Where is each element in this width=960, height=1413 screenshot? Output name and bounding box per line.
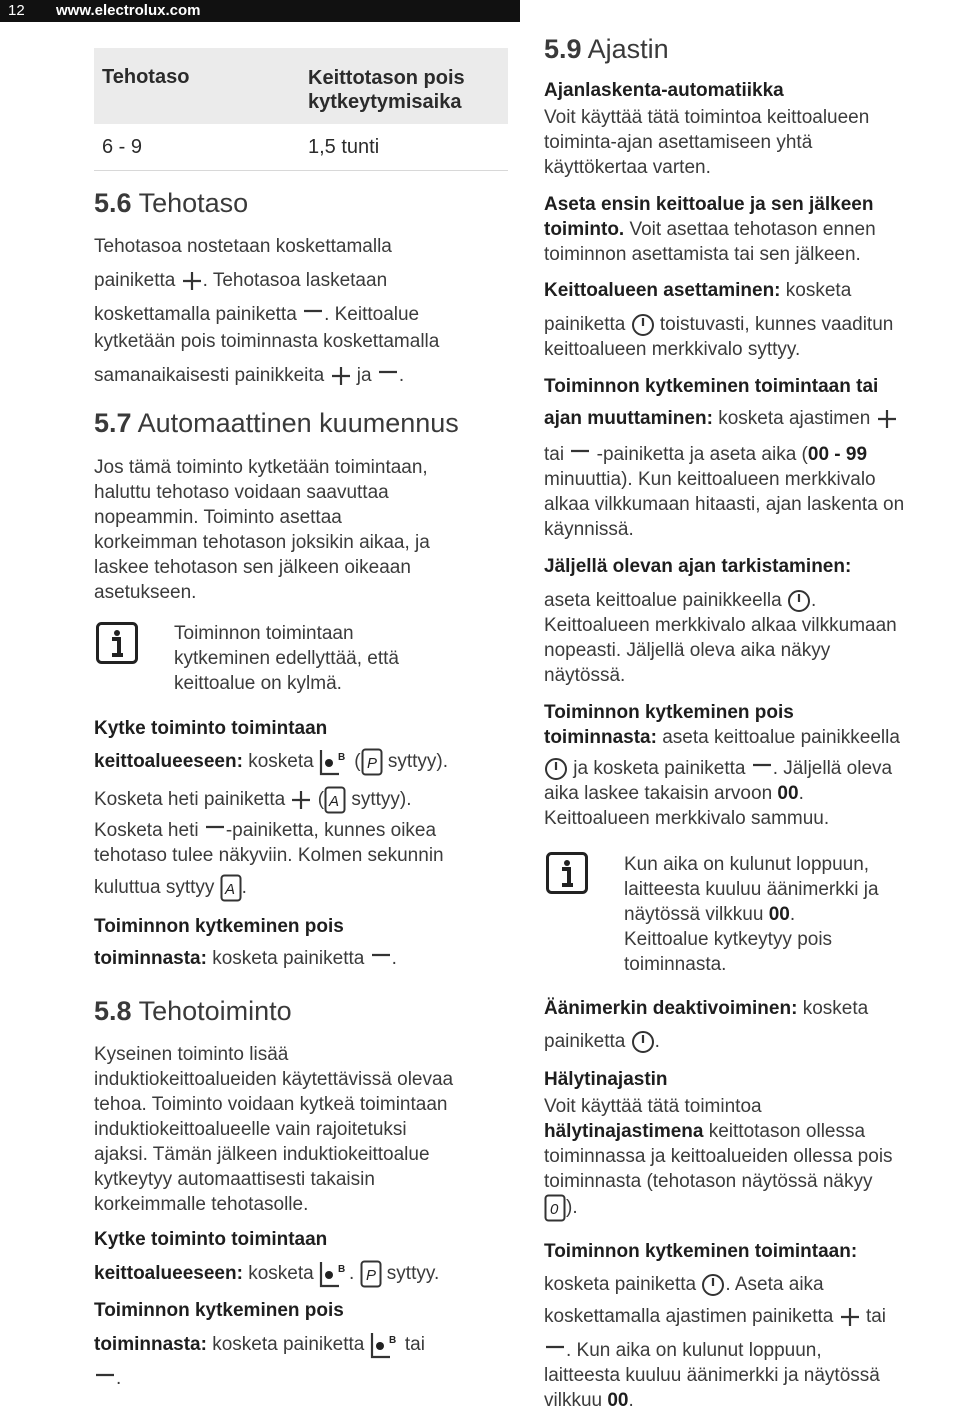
page-header	[0, 0, 520, 22]
minus-icon	[302, 307, 324, 323]
zone-setting-heading: Keittoalueen asettaminen: kosketa	[544, 280, 852, 301]
turn-on-line: keittoalueeseen: kosketa B ( P syttyy).	[94, 748, 448, 776]
minus-icon	[751, 761, 773, 777]
timer-icon	[631, 313, 655, 337]
plus-icon	[839, 1306, 861, 1328]
plus-icon	[876, 408, 898, 430]
info-note-5-7: Toiminnon toimintaan kytkeminen edellyttää, että keittoalue on kylmä.	[174, 623, 399, 694]
svg-text:A: A	[329, 793, 340, 810]
plus-icon	[181, 270, 203, 292]
timer-icon	[544, 757, 568, 781]
a-display-icon	[220, 874, 242, 902]
subheading-turn-off-5-8: Toiminnon kytkeminen pois	[94, 1300, 344, 1321]
a-display-icon	[324, 786, 346, 814]
sound-off-line: painiketta .	[544, 1031, 660, 1053]
page-number: 12	[8, 2, 25, 19]
remaining-time-heading: Jäljellä olevan ajan tarkistaminen:	[544, 556, 852, 577]
minus-icon	[370, 951, 392, 967]
section-title-5-9: 5.9 Ajastin	[544, 34, 669, 64]
svg-text:B: B	[337, 752, 346, 763]
timer-change-line: ajan muuttaminen: kosketa ajastimen	[544, 408, 898, 430]
zero-display-icon	[544, 1194, 566, 1222]
column-header-time: Keittotason pois kytkeytymisaika	[308, 67, 465, 113]
column-header-level: Tehotaso	[102, 66, 190, 88]
section-5-6-text: Tehotasoa nostetaan koskettamalla painiketta . Tehotasoa lasketaan koskettamalla painiketta . Keittoalue kytketään pois toiminnasta koskettamalla samanaikaisesti painikkeita ja .	[94, 236, 440, 386]
info-icon	[96, 622, 138, 664]
minder-on-heading: Toiminnon kytkeminen toimintaan:	[544, 1241, 858, 1262]
info-note-timer: Kun aika on kulunut loppuun, laitteesta kuuluu äänimerkki ja näytössä vilkkuu 00. Keittoalue kytkeytyy pois toiminnasta.	[624, 854, 879, 975]
minute-minder-heading: Hälytinajastin	[544, 1069, 668, 1090]
subheading-turn-on: Kytke toiminto toimintaan	[94, 718, 328, 739]
minus-icon	[569, 447, 591, 463]
minus-icon	[94, 1371, 116, 1387]
boost-icon	[370, 1331, 400, 1359]
subheading-turn-off: Toiminnon kytkeminen pois	[94, 916, 344, 937]
timer-change-text: tai -painiketta ja aseta aika (00 - 99 minuuttia). Kun keittoalueen merkkivalo alkaa vilkkumaan hitaasti, ajan laskenta on käynnissä.	[544, 444, 905, 540]
turn-off-line: toiminnasta: kosketa painiketta .	[94, 948, 397, 969]
p-display-icon	[360, 1260, 382, 1288]
turn-on-line-5-8: keittoalueeseen: kosketa B . P syttyy.	[94, 1260, 439, 1288]
turn-off-timer-text: Toiminnon kytkeminen pois toiminnasta: aseta keittoalue painikkeella ja kosketa painiketta . Jäljellä oleva aika laskee takaisin arvoon 00. Keittoalueen merkkivalo sammuu.	[544, 702, 900, 829]
sound-off-heading: Äänimerkin deaktivoiminen: kosketa	[544, 998, 869, 1019]
info-icon	[546, 852, 588, 894]
minus-icon	[204, 823, 226, 839]
turn-off-line-5-8: toiminnasta: kosketa painiketta B tai	[94, 1331, 425, 1359]
svg-text:B: B	[337, 1264, 346, 1275]
svg-text:A: A	[224, 881, 235, 898]
website-url: www.electrolux.com	[56, 2, 201, 19]
svg-text:B: B	[388, 1335, 396, 1346]
remaining-time-text: aseta keittoalue painikkeella . Keittoalueen merkkivalo alkaa vilkkumaan nopeasti. Jäljellä oleva aika näkyy näytössä.	[544, 590, 897, 686]
boost-icon	[319, 1260, 349, 1288]
plus-icon	[330, 365, 352, 387]
set-zone-first-text: Aseta ensin keittoalue ja sen jälkeen toiminto. Voit asettaa tehotason ennen toiminnon asettamista tai sen jälkeen.	[544, 194, 876, 265]
press-minus-text: Kosketa heti -painiketta, kunnes oikea tehotaso tulee näkyviin. Kolmen sekunnin kuluttua syttyy A .	[94, 818, 514, 902]
zone-setting-text: painiketta toistuvasti, kunnes vaaditun keittoalueen merkkivalo syttyy.	[544, 314, 894, 360]
cell-time: 1,5 tunti	[308, 136, 380, 158]
section-5-7-text: Jos tämä toiminto kytketään toimintaan, haluttu tehotaso voidaan saavuttaa nopeammin. Toiminto asettaa korkeimman tehotason joksikin aikaa, ja laskee tehotason sen jälkeen oikeaan asetukseen.	[94, 457, 430, 603]
section-title-5-8: 5.8 Tehotoiminto	[94, 996, 292, 1026]
table-row	[94, 124, 508, 171]
timer-icon	[701, 1273, 725, 1297]
svg-text:P: P	[365, 1267, 376, 1284]
cell-level: 6 - 9	[102, 136, 143, 158]
press-plus-line: Kosketa heti painiketta ( A syttyy).	[94, 786, 412, 814]
plus-icon	[290, 789, 312, 811]
table-header	[94, 48, 508, 124]
minder-on-text: kosketa painiketta . Aseta aika koskettamalla ajastimen painiketta tai . Kun aika on kulunut loppuun, laitteesta kuuluu äänimerkki ja näytössä vilkkuu 00.	[544, 1274, 887, 1411]
countdown-text: Voit käyttää tätä toimintoa keittoalueen toiminta-ajan asettamiseen yhtä käyttökertaa varten.	[544, 107, 870, 178]
turn-off-line-5-8-end: .	[94, 1368, 121, 1390]
timer-icon	[787, 589, 811, 613]
section-title-5-6: 5.6 Tehotaso	[94, 188, 249, 218]
section-5-8-text: Kyseinen toiminto lisää induktiokeittoalueiden käytettävissä olevaa tehoa. Toiminto voidaan kytkeä toimintaan induktiokeittoalueelle vain rajoitetuksi ajaksi. Tämän jälkeen induktiokeittoalue kytkeytyy automaattisesti takaisin korkeimmalle tehotasolle.	[94, 1044, 454, 1215]
p-display-icon	[361, 748, 383, 776]
timer-change-heading: Toiminnon kytkeminen toimintaan tai	[544, 376, 879, 397]
shutoff-table	[94, 48, 508, 171]
timer-icon	[631, 1030, 655, 1054]
minus-icon	[544, 1343, 566, 1359]
subheading-countdown: Ajanlaskenta-automatiikka	[544, 80, 784, 101]
svg-text:P: P	[366, 755, 377, 772]
boost-icon	[319, 748, 349, 776]
section-title-5-7: 5.7 Automaattinen kuumennus	[94, 408, 459, 438]
minute-minder-text: Voit käyttää tätä toimintoa hälytinajastimena keittotason ollessa toiminnassa ja keittoalueiden ollessa pois toiminnasta (tehotason näytössä näkyy 0 ).	[544, 1094, 954, 1222]
subheading-turn-on-5-8: Kytke toiminto toimintaan	[94, 1229, 328, 1250]
svg-text:0: 0	[550, 1201, 559, 1218]
minus-icon	[377, 368, 399, 384]
